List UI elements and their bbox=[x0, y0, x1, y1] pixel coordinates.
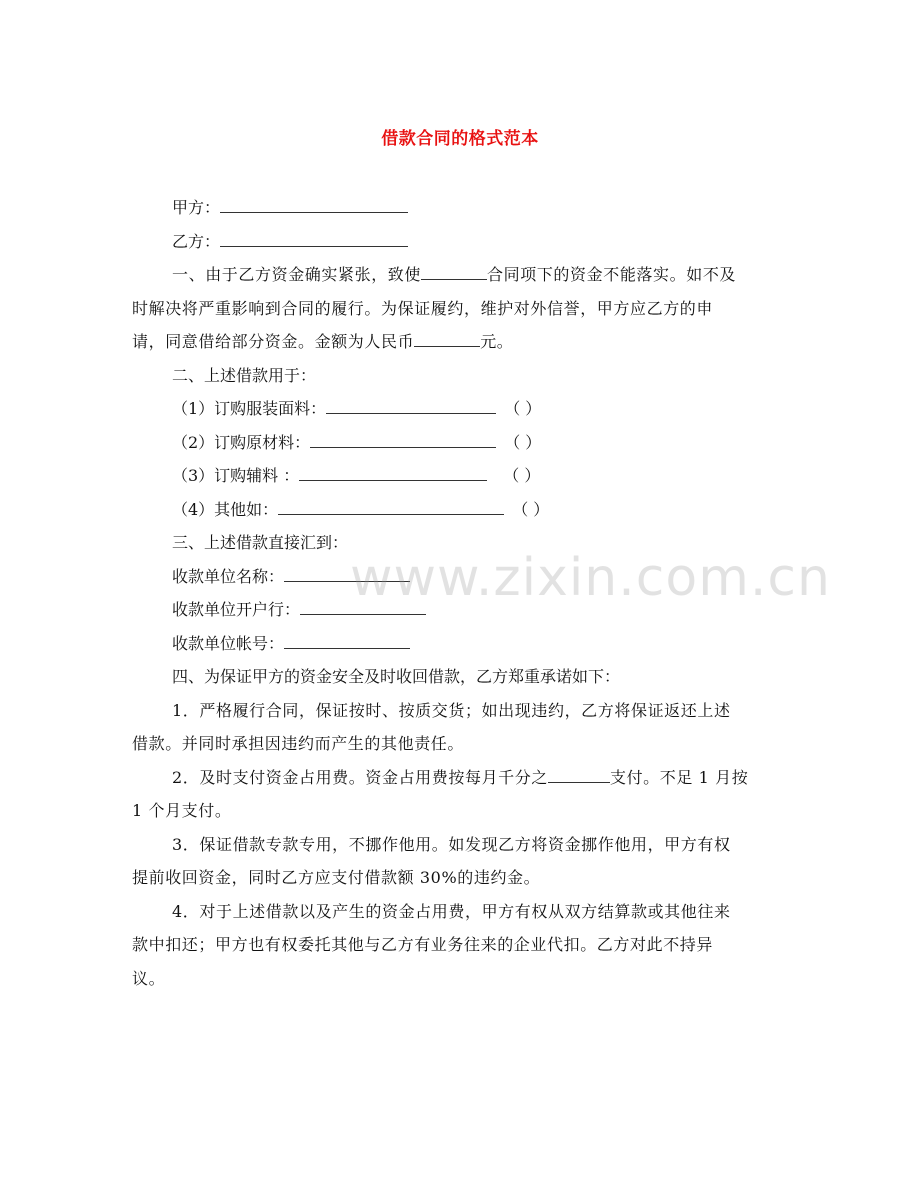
clause-1-blank-a bbox=[421, 261, 487, 280]
clause-1-text-d: 请，同意借给部分资金。金额为人民币 bbox=[132, 332, 415, 351]
payee-bank-label: 收款单位开户行： bbox=[172, 600, 301, 619]
commitment-2-line-c: 1 个月支付。 bbox=[132, 801, 232, 820]
commitment-3-line-a: 3．保证借款专款专用，不挪作他用。如发现乙方将资金挪作他用，甲方有权 bbox=[172, 834, 731, 854]
payee-bank-blank bbox=[300, 596, 426, 615]
clause-4-heading: 四、为保证甲方的资金安全及时收回借款，乙方郑重承诺如下： bbox=[172, 667, 621, 686]
watermark: www.zixin.com.cn bbox=[350, 548, 831, 608]
use-item-4 bbox=[172, 493, 784, 527]
commitment-2-text-b: 支付。不足 1 月按 bbox=[609, 767, 749, 787]
commitment-1 bbox=[132, 694, 784, 761]
party-a-blank bbox=[220, 194, 408, 213]
use-item-2-paren: （ ） bbox=[504, 432, 542, 452]
clause-2-heading: 二、上述借款用于： bbox=[172, 365, 317, 385]
use-item-3-blank bbox=[299, 462, 487, 481]
clause-1-text-c: 时解决将严重影响到合同的履行。为保证履约，维护对外信誉，甲方应乙方的申 bbox=[132, 298, 714, 318]
clause-1-text-e: 元。 bbox=[480, 332, 514, 351]
use-item-3-paren: （ ） bbox=[503, 466, 541, 485]
commitment-4-line-b: 款中扣还；甲方也有权委托其他与乙方有业务往来的企业代扣。乙方对此不持异 bbox=[132, 935, 714, 954]
party-b-label: 乙方： bbox=[172, 231, 221, 251]
use-item-2-blank bbox=[310, 429, 496, 448]
commitment-4 bbox=[132, 895, 784, 996]
use-item-2-label: （2）订购原材料： bbox=[172, 432, 311, 452]
use-item-4-blank bbox=[278, 496, 504, 515]
payee-account-blank bbox=[284, 630, 410, 649]
clause-1 bbox=[132, 258, 784, 359]
payee-account-label: 收款单位帐号： bbox=[172, 633, 285, 653]
party-b-blank bbox=[220, 228, 408, 247]
payee-bank-line bbox=[172, 593, 784, 627]
use-item-3 bbox=[172, 459, 784, 493]
document-body bbox=[132, 191, 784, 995]
commitment-1-line-b: 借款。并同时承担因违约而产生的其他责任。 bbox=[132, 734, 465, 753]
clause-1-amount-blank bbox=[414, 328, 480, 347]
party-a-line bbox=[172, 191, 784, 225]
commitment-4-line-c: 议。 bbox=[132, 968, 166, 988]
commitment-2 bbox=[132, 761, 784, 828]
use-item-1-label: （1）订购服装面料： bbox=[172, 399, 327, 418]
party-b-line bbox=[172, 225, 784, 259]
use-item-1 bbox=[172, 392, 784, 426]
clause-1-text-a: 一、由于乙方资金确实紧张，致使 bbox=[172, 265, 422, 284]
payee-name-blank bbox=[284, 563, 410, 582]
use-item-4-label: （4）其他如： bbox=[172, 499, 279, 519]
document-title: 借款合同的格式范本 bbox=[381, 129, 539, 149]
use-item-4-paren: （ ） bbox=[512, 499, 550, 519]
party-a-label: 甲方： bbox=[172, 198, 221, 217]
clause-3-heading: 三、上述借款直接汇到： bbox=[172, 533, 349, 552]
use-item-1-paren: （ ） bbox=[504, 399, 542, 418]
commitment-4-line-a: 4．对于上述借款以及产生的资金占用费，甲方有权从双方结算款或其他往来 bbox=[172, 901, 731, 921]
commitment-3-line-b: 提前收回资金，同时乙方应支付借款额 30%的违约金。 bbox=[132, 868, 541, 887]
payee-account-line bbox=[172, 627, 784, 661]
payee-name-label: 收款单位名称： bbox=[172, 566, 285, 586]
commitment-2-blank bbox=[548, 764, 610, 783]
clause-1-text-b: 合同项下的资金不能落实。如不及 bbox=[487, 265, 737, 284]
commitment-1-line-a: 1．严格履行合同，保证按时、按质交货；如出现违约，乙方将保证返还上述 bbox=[172, 700, 731, 720]
use-item-1-blank bbox=[326, 395, 496, 414]
use-item-3-label: （3）订购辅料 ： bbox=[172, 466, 300, 485]
use-item-2 bbox=[172, 426, 784, 460]
commitment-3 bbox=[132, 828, 784, 895]
commitment-2-text-a: 2．及时支付资金占用费。资金占用费按每月千分之 bbox=[172, 767, 548, 787]
payee-name-line bbox=[172, 560, 784, 594]
